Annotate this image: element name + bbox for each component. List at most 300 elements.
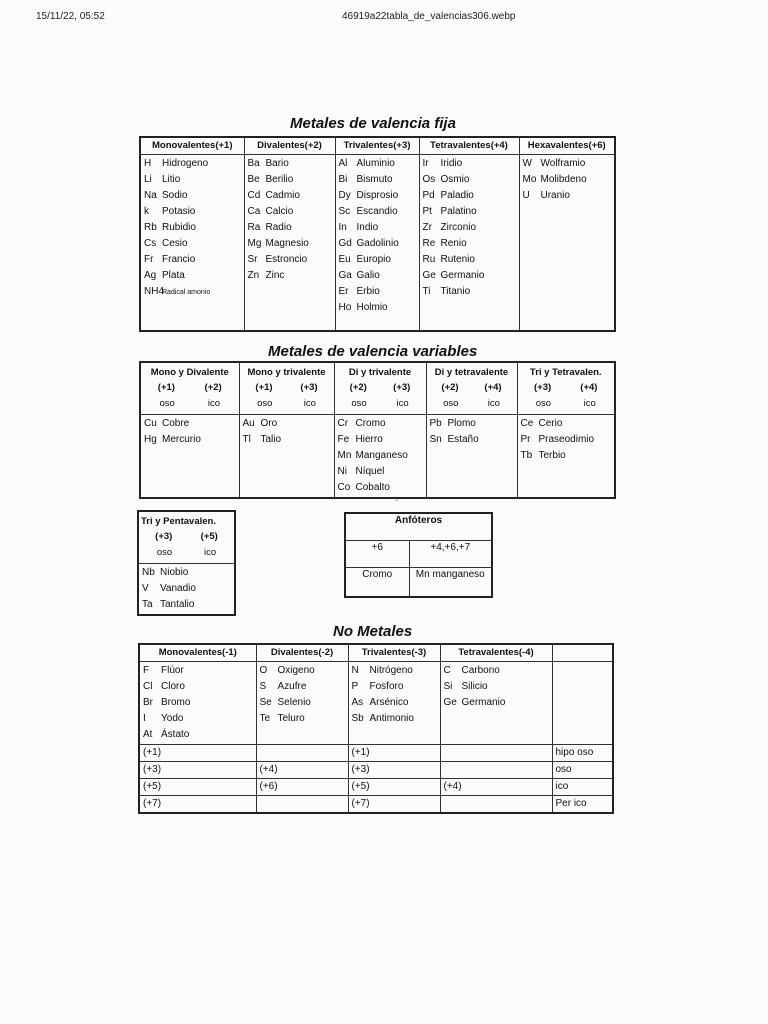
element-name: Flúor	[161, 665, 184, 676]
element-name: Erbio	[356, 286, 380, 297]
valence-low: (+1)	[157, 382, 175, 393]
element-entry	[423, 220, 516, 236]
element-entry	[352, 663, 437, 679]
valence-row	[520, 380, 613, 396]
element-list	[140, 155, 244, 331]
element-entry	[243, 432, 331, 448]
valence-high: (+4)	[580, 382, 598, 393]
element-name: Radical amonio	[162, 289, 211, 296]
valence-high: (+2)	[204, 382, 222, 393]
element-entry	[352, 711, 437, 727]
element-name: Rubidio	[162, 222, 196, 233]
element-name: Antimonio	[369, 713, 414, 724]
oxidation-cell	[256, 745, 348, 762]
element-symbol: P	[351, 681, 359, 692]
element-symbol: Ge	[422, 270, 436, 281]
element-name: Vanadio	[160, 583, 196, 594]
element-name: Renio	[440, 238, 467, 249]
element-symbol: I	[143, 713, 146, 724]
element-entry	[144, 172, 241, 188]
element-entry	[423, 284, 516, 300]
element-name: Bismuto	[356, 174, 393, 185]
element-name: Bromo	[161, 697, 191, 708]
column-title: Di y tetravalente	[434, 367, 509, 378]
element-symbol: Cl	[143, 681, 153, 692]
oxidation-cell	[440, 796, 552, 814]
element-entry	[260, 679, 345, 695]
element-entry	[143, 679, 253, 695]
element-symbol: Pb	[429, 418, 442, 429]
element-entry	[430, 432, 514, 448]
oxidation-cell: (+5)	[139, 779, 256, 796]
element-entry	[143, 727, 253, 743]
suffix-low: oso	[159, 398, 175, 409]
element-entry	[260, 695, 345, 711]
element-entry	[423, 188, 516, 204]
element-entry	[248, 268, 332, 284]
oxidation-cell: (+7)	[139, 796, 256, 814]
suffix-column-header	[552, 644, 613, 662]
oxidation-row	[139, 762, 613, 779]
element-name: Azufre	[277, 681, 307, 692]
element-entry	[352, 695, 437, 711]
element-symbol: W	[522, 158, 532, 169]
element-name: Nitrógeno	[369, 665, 413, 676]
element-name: Sodio	[162, 190, 188, 201]
element-name: Fosforo	[369, 681, 404, 692]
element-name: Osmio	[440, 174, 470, 185]
oxidation-cell: hipo oso	[552, 745, 613, 762]
oxidation-cell: (+3)	[139, 762, 256, 779]
element-name: Silicio	[461, 681, 488, 692]
element-name: Niobio	[160, 567, 189, 578]
element-entry	[248, 236, 332, 252]
column-header: Divalentes(-2)	[256, 644, 348, 662]
element-symbol: V	[142, 583, 149, 594]
element-symbol: Tl	[242, 434, 251, 445]
element-symbol: Pr	[520, 434, 531, 445]
suffix-high: ico	[303, 398, 316, 409]
element-name: Cobalto	[355, 482, 390, 493]
element-entry	[144, 188, 241, 204]
element-entry	[338, 416, 423, 432]
element-name: Cloro	[161, 681, 185, 692]
element-name: Cadmio	[265, 190, 300, 201]
element-name: Palatino	[440, 206, 477, 217]
element-name: Bario	[265, 158, 289, 169]
element-name: Cerio	[538, 418, 563, 429]
valence-row	[143, 380, 237, 396]
element-entry	[144, 220, 241, 236]
element-name: Francio	[162, 254, 196, 265]
element-entry	[444, 679, 549, 695]
element-name: Molibdeno	[540, 174, 587, 185]
suffix-row	[429, 396, 515, 412]
suffix-high: ico	[583, 398, 596, 409]
element-name: Paladio	[440, 190, 474, 201]
element-symbol: Ni	[337, 466, 347, 477]
element-entry	[144, 236, 241, 252]
oxidation-cell	[440, 762, 552, 779]
variable-valence-table	[139, 361, 616, 499]
oxidation-row	[139, 745, 613, 762]
element-symbol: Si	[443, 681, 453, 692]
element-symbol: S	[259, 681, 267, 692]
element-name: Uranio	[540, 190, 570, 201]
element-name: Iridio	[440, 158, 463, 169]
element-name: Galio	[356, 270, 380, 281]
element-symbol: Fe	[337, 434, 350, 445]
element-entry	[243, 416, 331, 432]
element-entry	[423, 236, 516, 252]
element-symbol: Cr	[337, 418, 349, 429]
valence-high: (+4)	[484, 382, 502, 393]
valence-row	[242, 380, 332, 396]
suffix-low: oso	[351, 398, 367, 409]
element-entry	[423, 172, 516, 188]
element-entry	[144, 204, 241, 220]
oxidation-cell: ico	[552, 779, 613, 796]
element-symbol: Al	[338, 158, 348, 169]
element-symbol: O	[259, 665, 268, 676]
element-name: Holmio	[356, 302, 388, 313]
element-name: Arsénico	[369, 697, 409, 708]
element-name: Selenio	[277, 697, 311, 708]
element-symbol: Mg	[247, 238, 262, 249]
element-symbol: C	[443, 665, 451, 676]
element-symbol: At	[143, 729, 153, 740]
element-entry	[248, 252, 332, 268]
nonmetals-table	[138, 643, 614, 814]
element-symbol: Br	[143, 697, 153, 708]
column-header	[426, 362, 517, 415]
suffix-row	[337, 396, 424, 412]
element-symbol: Tb	[520, 450, 533, 461]
element-entry	[521, 432, 612, 448]
element-name: Níquel	[355, 466, 385, 477]
element-list	[519, 155, 615, 331]
valence-high: (+3)	[393, 382, 411, 393]
element-symbol: Cu	[144, 418, 157, 429]
amphoteric-mn-name: Mn manganeso	[409, 567, 492, 597]
amphoteric-table	[344, 512, 493, 598]
oxidation-cell: Per ico	[552, 796, 613, 814]
element-name: Oxigeno	[277, 665, 315, 676]
element-entry	[339, 204, 416, 220]
element-name: Mercurio	[162, 434, 201, 445]
element-entry	[144, 284, 241, 300]
element-symbol: As	[351, 697, 364, 708]
amphoteric-cromo-valence: +6	[345, 540, 409, 567]
element-list	[244, 155, 335, 331]
element-name: Zinc	[265, 270, 285, 281]
element-list	[335, 155, 419, 331]
element-entry	[339, 300, 416, 316]
oxidation-cell: oso	[552, 762, 613, 779]
element-list	[517, 415, 615, 499]
element-symbol: Eu	[338, 254, 351, 265]
element-name: Hidrogeno	[162, 158, 209, 169]
column-header: Hexavalentes(+6)	[519, 137, 615, 155]
element-symbol: k	[144, 206, 149, 217]
element-name: Terbio	[538, 450, 566, 461]
element-symbol: Te	[259, 713, 271, 724]
element-entry	[339, 188, 416, 204]
element-symbol: Co	[337, 482, 351, 493]
element-entry	[144, 416, 236, 432]
element-name: Potasio	[162, 206, 196, 217]
element-name: Litio	[162, 174, 181, 185]
oxidation-cell: (+4)	[440, 779, 552, 796]
element-name: Carbono	[461, 665, 500, 676]
element-entry	[260, 663, 345, 679]
element-entry	[521, 416, 612, 432]
element-name: Radio	[265, 222, 292, 233]
element-symbol: In	[338, 222, 347, 233]
element-entry	[523, 172, 612, 188]
element-entry	[523, 188, 612, 204]
element-symbol: Er	[338, 286, 349, 297]
fixed-valence-title: Metales de valencia fija	[290, 115, 456, 132]
element-entry	[144, 252, 241, 268]
element-name: Germanio	[440, 270, 485, 281]
element-entry	[339, 284, 416, 300]
element-name: Ástato	[161, 729, 190, 740]
element-name: Europio	[356, 254, 391, 265]
amphoteric-title: Anfóteros	[345, 513, 492, 540]
element-symbol: N	[351, 665, 359, 676]
element-symbol: Pt	[422, 206, 432, 217]
element-entry	[444, 663, 549, 679]
amphoteric-cromo-name: Cromo	[345, 567, 409, 597]
element-entry	[142, 565, 231, 581]
element-name: Cobre	[162, 418, 190, 429]
element-entry	[144, 432, 236, 448]
oxidation-cell: (+4)	[256, 762, 348, 779]
element-symbol: Ce	[520, 418, 534, 429]
suffix-row	[242, 396, 332, 412]
element-symbol: Zn	[247, 270, 260, 281]
nonmetals-title: No Metales	[333, 623, 413, 640]
element-symbol: Au	[242, 418, 255, 429]
penta-header: Tri y Pentavalen. (+3) (+5) oso ico	[138, 511, 235, 564]
oxidation-cell	[440, 745, 552, 762]
column-header: Trivalentes(+3)	[335, 137, 419, 155]
element-name: Estaño	[447, 434, 479, 445]
element-symbol: Se	[259, 697, 272, 708]
column-header: Monovalentes(-1)	[139, 644, 256, 662]
column-header	[140, 362, 239, 415]
element-symbol: Ho	[338, 302, 352, 313]
element-symbol: Be	[247, 174, 260, 185]
element-entry	[248, 172, 332, 188]
element-symbol: Li	[144, 174, 152, 185]
element-entry	[248, 156, 332, 172]
element-symbol: Ru	[422, 254, 436, 265]
element-symbol: Ag	[144, 270, 157, 281]
element-name: Rutenio	[440, 254, 475, 265]
element-entry	[352, 679, 437, 695]
column-title: Tri y Tetravalen.	[529, 367, 602, 378]
oxidation-cell: (+5)	[348, 779, 440, 796]
element-entry	[339, 220, 416, 236]
element-entry	[260, 711, 345, 727]
element-name: Estroncio	[265, 254, 308, 265]
element-list	[440, 662, 552, 745]
element-name: Hierro	[355, 434, 383, 445]
element-name: Indio	[356, 222, 379, 233]
element-entry	[338, 432, 423, 448]
element-name: Escandio	[356, 206, 398, 217]
element-entry	[521, 448, 612, 464]
element-symbol: Mo	[522, 174, 537, 185]
suffix-low: oso	[443, 398, 459, 409]
element-entry	[444, 695, 549, 711]
element-entry	[142, 581, 231, 597]
oxidation-cell: (+3)	[348, 762, 440, 779]
element-symbol: Sn	[429, 434, 442, 445]
element-symbol: Sr	[247, 254, 258, 265]
element-name: Germanio	[461, 697, 506, 708]
element-list	[426, 415, 517, 499]
valence-row	[337, 380, 424, 396]
element-symbol: Cs	[144, 238, 157, 249]
oxidation-row	[139, 779, 613, 796]
element-entry	[430, 416, 514, 432]
suffix-high: ico	[487, 398, 500, 409]
column-header: Tetravalentes(+4)	[419, 137, 519, 155]
element-symbol: Ra	[247, 222, 261, 233]
element-name: Oro	[260, 418, 278, 429]
element-symbol: Zr	[422, 222, 432, 233]
column-header	[334, 362, 426, 415]
element-symbol: U	[522, 190, 530, 201]
element-name: Wolframio	[540, 158, 586, 169]
element-name: Aluminio	[356, 158, 395, 169]
element-symbol: Ir	[422, 158, 429, 169]
column-title: Mono y Divalente	[150, 367, 229, 378]
element-symbol: Nb	[142, 567, 155, 578]
penta-valence-table	[137, 510, 236, 616]
stray-dot: ·	[395, 495, 399, 506]
element-entry	[338, 464, 423, 480]
element-entry	[248, 220, 332, 236]
variable-valence-title: Metales de valencia variables	[268, 343, 478, 360]
element-name: Berilio	[265, 174, 294, 185]
element-symbol: Ge	[443, 697, 457, 708]
suffix-high: ico	[207, 398, 220, 409]
element-list	[419, 155, 519, 331]
suffix-row	[520, 396, 613, 412]
valence-low: (+2)	[349, 382, 367, 393]
file-name: 46919a22tabla_de_valencias306.webp	[342, 11, 516, 22]
element-entry	[143, 711, 253, 727]
element-entry	[339, 236, 416, 252]
valence-row	[429, 380, 515, 396]
element-entry	[339, 172, 416, 188]
element-name: Talio	[260, 434, 282, 445]
element-entry	[339, 252, 416, 268]
column-title: Mono y trivalente	[247, 367, 326, 378]
valence-low: (+1)	[255, 382, 273, 393]
element-entry	[339, 268, 416, 284]
column-header: Monovalentes(+1)	[140, 137, 244, 155]
element-name: Teluro	[277, 713, 305, 724]
element-symbol: Ta	[142, 599, 153, 610]
element-entry	[423, 268, 516, 284]
oxidation-row	[139, 796, 613, 814]
element-name: Yodo	[161, 713, 184, 724]
element-symbol: F	[143, 665, 150, 676]
element-symbol: Ti	[422, 286, 431, 297]
element-symbol: Sc	[338, 206, 351, 217]
element-name: Praseodimio	[538, 434, 595, 445]
suffix-high: ico	[396, 398, 409, 409]
element-name: Cromo	[355, 418, 386, 429]
element-entry	[523, 156, 612, 172]
element-name: Plata	[162, 270, 185, 281]
element-symbol: Cd	[247, 190, 261, 201]
element-name: Manganeso	[355, 450, 408, 461]
column-header	[517, 362, 615, 415]
suffix-low: oso	[535, 398, 552, 409]
element-symbol: Sb	[351, 713, 364, 724]
element-list	[348, 662, 440, 745]
oxidation-cell: (+6)	[256, 779, 348, 796]
element-list	[239, 415, 334, 499]
column-title: Di y trivalente	[348, 367, 412, 378]
element-entry	[423, 252, 516, 268]
element-name: Magnesio	[265, 238, 309, 249]
element-symbol: Mn	[337, 450, 352, 461]
element-symbol: Na	[144, 190, 157, 201]
element-name: Disprosio	[356, 190, 399, 201]
element-entry	[338, 480, 423, 496]
element-name: Titanio	[440, 286, 471, 297]
oxidation-cell: (+1)	[139, 745, 256, 762]
element-entry	[143, 663, 253, 679]
column-header	[239, 362, 334, 415]
element-entry	[423, 156, 516, 172]
element-entry	[248, 188, 332, 204]
suffix-column-body	[552, 662, 613, 745]
element-symbol: H	[144, 158, 152, 169]
column-header: Tetravalentes(-4)	[440, 644, 552, 662]
element-name: Calcio	[265, 206, 294, 217]
element-symbol: Gd	[338, 238, 352, 249]
element-list	[139, 662, 256, 745]
element-symbol: Pd	[422, 190, 435, 201]
oxidation-cell	[256, 796, 348, 814]
element-list	[334, 415, 426, 499]
element-symbol: Re	[422, 238, 436, 249]
element-list	[140, 415, 239, 499]
suffix-low: oso	[257, 398, 273, 409]
element-name: Plomo	[447, 418, 476, 429]
element-symbol: Dy	[338, 190, 351, 201]
element-symbol: Ga	[338, 270, 352, 281]
column-header: Divalentes(+2)	[244, 137, 335, 155]
fixed-valence-table	[139, 136, 616, 332]
element-symbol: Rb	[144, 222, 157, 233]
element-symbol: Ca	[247, 206, 261, 217]
element-list	[256, 662, 348, 745]
valence-low: (+2)	[441, 382, 459, 393]
element-entry	[142, 597, 231, 613]
element-name: Cesio	[162, 238, 188, 249]
element-entry	[144, 268, 241, 284]
element-name: Gadolinio	[356, 238, 399, 249]
